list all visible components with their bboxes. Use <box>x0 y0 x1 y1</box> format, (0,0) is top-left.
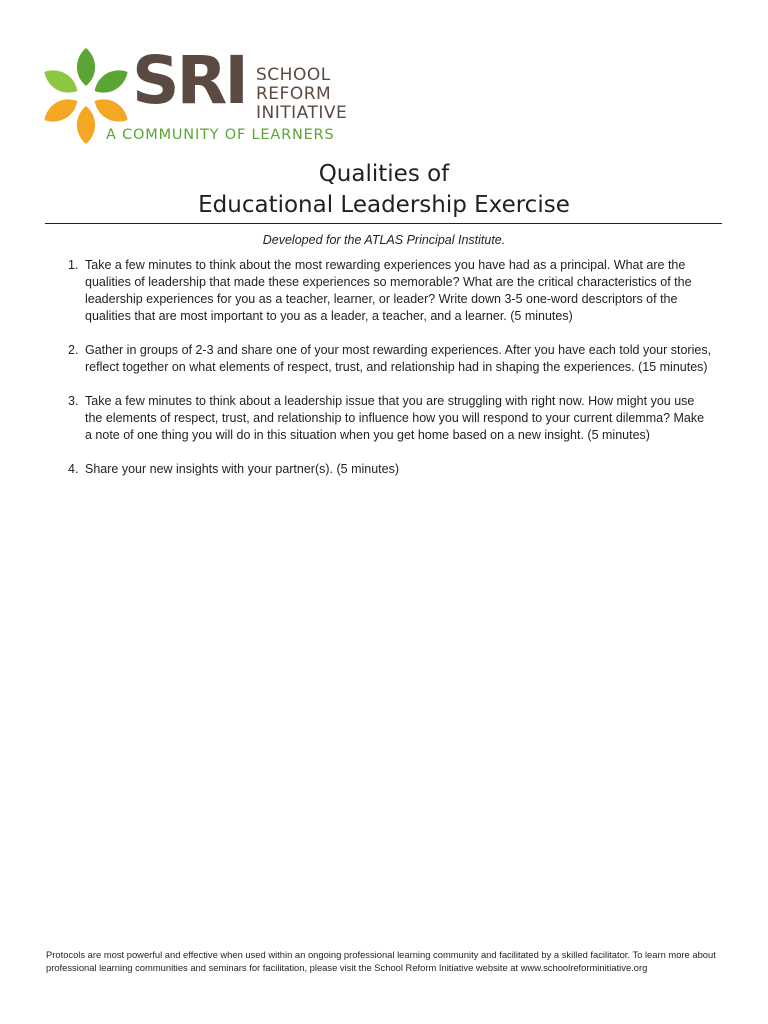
step-text: Gather in groups of 2-3 and share one of your most rewarding experiences. After you have each told your stories, reflect together on what elements of respect, trust, and relationship had in shaping the experiences. (15 minutes) <box>85 343 712 374</box>
logo-petal-lower-right <box>90 93 132 128</box>
step-text: Share your new insights with your partner(s). (5 minutes) <box>85 462 400 476</box>
logo-petal-upper-right <box>90 64 132 99</box>
exercise-step <box>62 342 712 376</box>
step-text: Take a few minutes to think about the most rewarding experiences you have had as a principal. What are the qualities of leadership that made these experiences so memorable? What are the critical characteristics of the leadership experiences for you as a teacher, learner, or leader? Write down 3-5 one-word descriptors of the qualities that are most important to you as a leader, a teacher, and a learner. (5 minutes) <box>85 258 692 323</box>
logo-name-line: INITIATIVE <box>256 103 348 123</box>
logo-petal-lower-left <box>44 93 82 128</box>
sri-logo <box>44 44 354 148</box>
footer-note: Protocols are most powerful and effective when used within an ongoing professional learning community and facilitated by a skilled facilitator. To learn more about professional learning communities and seminars for facilitation, please visit the School Reform Initiative website at www.schoolreforminitiative.org <box>46 949 716 973</box>
step-number: 3. <box>68 394 79 408</box>
title-divider <box>45 223 722 224</box>
logo-petal-upper-left <box>44 64 82 99</box>
subtitle: Developed for the ATLAS Principal Institute. <box>262 233 506 247</box>
logo-name-line: REFORM <box>256 84 332 104</box>
logo-name-line: SCHOOL <box>256 65 331 85</box>
step-text: Take a few minutes to think about a leadership issue that you are struggling with right now. How might you use the elements of respect, trust, and relationship to influence how you will respond to your current dilemma? Make a note of one thing you will do in this situation when you get home based on a new insight. (5 minutes) <box>85 394 705 442</box>
page-title-line-2: Educational Leadership Exercise <box>198 192 570 218</box>
step-number: 1. <box>68 258 79 272</box>
step-number: 4. <box>68 462 79 476</box>
logo-tagline: A COMMUNITY OF LEARNERS <box>106 127 335 143</box>
exercise-steps-list <box>62 257 712 495</box>
page-title-line-1: Qualities of <box>318 161 450 187</box>
exercise-step <box>62 257 712 325</box>
logo-organization-name <box>256 66 366 123</box>
exercise-step <box>62 461 712 478</box>
exercise-step <box>62 393 712 444</box>
logo-abbreviation: SRI <box>132 42 246 119</box>
step-number: 2. <box>68 343 79 357</box>
logo-petal-bottom <box>77 106 95 144</box>
logo-petal-top <box>77 48 95 86</box>
